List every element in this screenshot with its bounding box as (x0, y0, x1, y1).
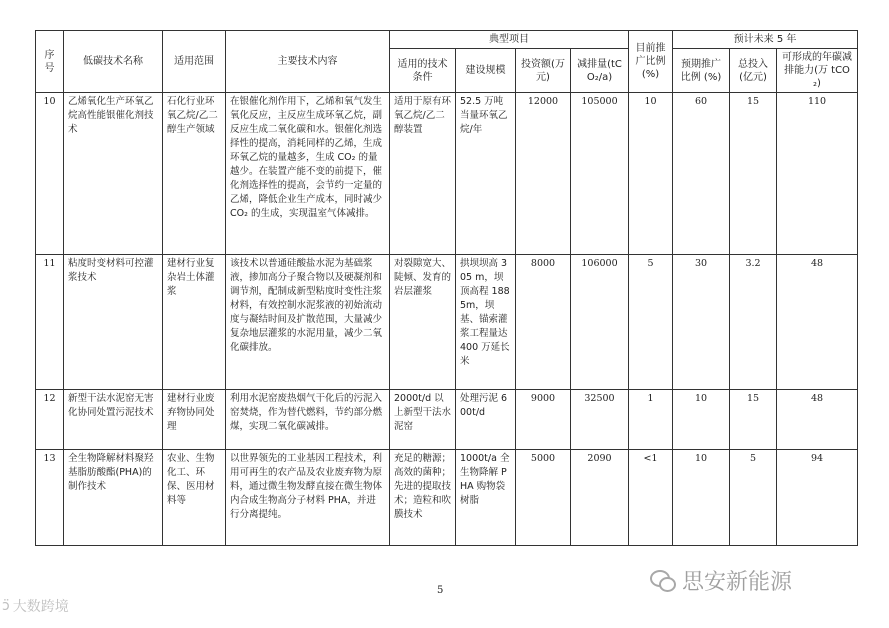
header-scale: 建设规模 (456, 49, 516, 93)
row-investment: 12000 (516, 93, 571, 255)
watermark-right (650, 565, 792, 596)
header-conditions: 适用的技术条件 (390, 49, 456, 93)
row-name: 粘度时变材料可控灌浆技术 (64, 255, 163, 390)
row-content: 利用水泥窑废热烟气干化后的污泥入窑焚烧，作为替代燃料，节约部分燃煤，实现二氧化碳减排。 (226, 390, 390, 450)
row-capacity: 48 (777, 255, 858, 390)
header-current-ratio: 目前推广比例(%) (629, 31, 673, 93)
header-expected-ratio: 预期推广比例 (%) (673, 49, 730, 93)
row-scope: 石化行业环氧乙烷/乙二醇生产领域 (163, 93, 226, 255)
watermark-left (2, 596, 69, 616)
row-conditions: 充足的糖源；高效的菌种；先进的提取技术；造粒和吹膜技术 (390, 450, 456, 546)
row-id: 11 (36, 255, 64, 390)
row-investment: 8000 (516, 255, 571, 390)
header-seq: 序号 (36, 31, 64, 93)
row-id: 13 (36, 450, 64, 546)
row-scope: 建材行业废弃物协同处理 (163, 390, 226, 450)
row-scale: 52.5 万吨当量环氧乙烷/年 (456, 93, 516, 255)
wechat-icon (650, 570, 676, 592)
header-typical-project: 典型项目 (390, 31, 629, 49)
row-id: 12 (36, 390, 64, 450)
table-row (36, 390, 858, 450)
row-name: 新型干法水泥窑无害化协同处置污泥技术 (64, 390, 163, 450)
row-scope: 农业、生物化工、环保、医用材料等 (163, 450, 226, 546)
table-row (36, 450, 858, 546)
row-reduction: 105000 (571, 93, 629, 255)
row-total: 15 (730, 390, 777, 450)
low-carbon-tech-table (35, 30, 858, 546)
row-capacity: 94 (777, 450, 858, 546)
row-expected: 30 (673, 255, 730, 390)
row-total: 15 (730, 93, 777, 255)
header-capacity: 可形成的年碳减排能力(万 tCO₂) (777, 49, 858, 93)
row-capacity: 48 (777, 390, 858, 450)
header-content: 主要技术内容 (226, 31, 390, 93)
row-name: 乙烯氧化生产环氧乙烷高性能银催化剂技术 (64, 93, 163, 255)
header-reduction: 减排量(tCO₂/a) (571, 49, 629, 93)
header-scope: 适用范围 (163, 31, 226, 93)
row-current: 5 (629, 255, 673, 390)
table-row (36, 93, 858, 255)
logo-icon: ↄ̈ (2, 598, 10, 614)
row-reduction: 106000 (571, 255, 629, 390)
row-investment: 9000 (516, 390, 571, 450)
row-scale: 处理污泥 600t/d (456, 390, 516, 450)
header-investment: 投资额(万元) (516, 49, 571, 93)
row-scope: 建材行业复杂岩土体灌浆 (163, 255, 226, 390)
row-name: 全生物降解材料聚羟基脂肪酸酯(PHA)的制作技术 (64, 450, 163, 546)
row-reduction: 32500 (571, 390, 629, 450)
row-content: 在银催化剂作用下，乙烯和氧气发生氧化反应，主反应生成环氧乙烷，副反应生成二氧化碳和水。银催化剂选择性的提高，消耗同样的乙烯，生成环氧乙烷的量越多，生成 CO₂ 的量越少。在装置产能不变的前提下，催化剂选择性的提高，会节约一定量的乙烯，降低企业生产成本，同时减少 CO₂ 的生成，实现温室气体减排。 (226, 93, 390, 255)
row-capacity: 110 (777, 93, 858, 255)
watermark-left-text: 大数跨境 (12, 599, 69, 615)
table-row (36, 255, 858, 390)
row-content: 以世界领先的工业基因工程技术，利用可再生的农产品及农业废弃物为原料，通过微生物发酵直接在微生物体内合成生物高分子材料 PHA，并进行分离提纯。 (226, 450, 390, 546)
row-id: 10 (36, 93, 64, 255)
row-current: 1 (629, 390, 673, 450)
row-conditions: 适用于原有环氧乙烷/乙二醇装置 (390, 93, 456, 255)
row-expected: 60 (673, 93, 730, 255)
header-total-invest: 总投入(亿元) (730, 49, 777, 93)
header-tech-name: 低碳技术名称 (64, 31, 163, 93)
row-expected: 10 (673, 450, 730, 546)
row-investment: 5000 (516, 450, 571, 546)
row-conditions: 2000t/d 以上新型干法水泥窑 (390, 390, 456, 450)
row-scale: 1000t/a 全生物降解 PHA 购物袋树脂 (456, 450, 516, 546)
row-expected: 10 (673, 390, 730, 450)
row-current: <1 (629, 450, 673, 546)
row-total: 3.2 (730, 255, 777, 390)
page-number: 5 (437, 585, 444, 596)
row-reduction: 2090 (571, 450, 629, 546)
header-forecast: 预计未来 5 年 (673, 31, 858, 49)
row-current: 10 (629, 93, 673, 255)
watermark-right-text: 思安新能源 (682, 570, 793, 595)
row-content: 该技术以普通硅酸盐水泥为基础浆液，掺加高分子聚合物以及硬凝剂和调节剂，配制成新型粘度时变性注浆材料，有效控制水泥浆液的初始流动度与凝结时间及扩散范围，大量减少复杂地层灌浆的水泥用量，减少二氧化碳排放。 (226, 255, 390, 390)
row-total: 5 (730, 450, 777, 546)
row-scale: 拱坝坝高 305 m，坝顶高程 1885m，坝基、锚索灌浆工程量达 400 万延长米 (456, 255, 516, 390)
row-conditions: 对裂隙宽大、陡倾、发育的岩层灌浆 (390, 255, 456, 390)
